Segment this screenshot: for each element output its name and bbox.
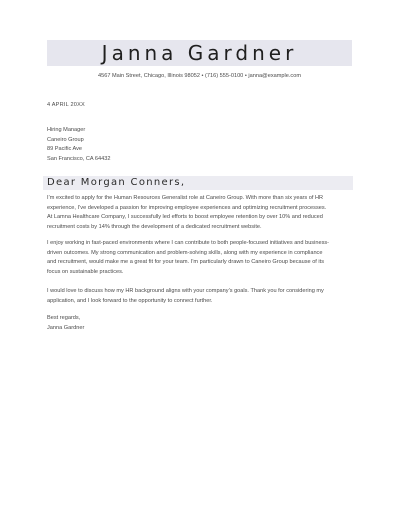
signature-name: Janna Gardner bbox=[47, 324, 85, 331]
recipient-line: Hiring Manager bbox=[47, 127, 86, 133]
paragraph-line: I enjoy working in fast-paced environments where I can contribute to both people-focused initiatives and business- bbox=[47, 240, 330, 246]
recipient-line: San Francisco, CA 64432 bbox=[47, 155, 111, 162]
sign-off: Best regards, bbox=[47, 315, 81, 321]
paragraph-line: focus on sustainable practices. bbox=[47, 268, 124, 275]
paragraph-line: recruitment costs by 14% through the development of a dedicated recruitment website. bbox=[47, 223, 262, 230]
contact-info: 4567 Main Street, Chicago, Illinois 98052 • (716) 555-0100 • janna@example.com bbox=[97, 73, 301, 79]
paragraph-line: At Lamna Healthcare Company, I successfully led efforts to boost employee retention by over 10% and reduced bbox=[47, 214, 323, 221]
letter-date: 4 APRIL 20XX bbox=[47, 102, 85, 108]
name-banner bbox=[47, 40, 352, 66]
paragraph-line: I’m excited to apply for the Human Resources Generalist role at Caneiro Group. With more than six years of HR bbox=[47, 195, 324, 201]
paragraph-line: driven outcomes. My strong communication and problem-solving skills, along with my experience in compliance bbox=[47, 249, 323, 256]
body-paragraph-3 bbox=[47, 287, 359, 306]
body-paragraph-2 bbox=[47, 239, 359, 277]
applicant-name: Janna Gardner bbox=[101, 41, 298, 65]
recipient-line: Caneiro Group bbox=[47, 136, 84, 143]
salutation: Dear Morgan Conners, bbox=[47, 177, 186, 188]
paragraph-line: and recruitment, would make me a great fit for your team. I’m particularly drawn to Caneiro Group because of its bbox=[47, 259, 325, 266]
paragraph-line: I would love to discuss how my HR background aligns with your company’s goals. Thank you for considering my bbox=[47, 288, 324, 294]
paragraph-line: experience, I’ve developed a passion for improving employee experiences and optimizing recruitment processes. bbox=[47, 204, 327, 211]
paragraph-line: application, and I look forward to the opportunity to connect further. bbox=[47, 297, 213, 304]
recipient-address bbox=[47, 126, 110, 164]
closing bbox=[47, 314, 84, 333]
recipient-line: 89 Pacific Ave bbox=[47, 146, 83, 152]
body-paragraph-1 bbox=[47, 194, 359, 232]
